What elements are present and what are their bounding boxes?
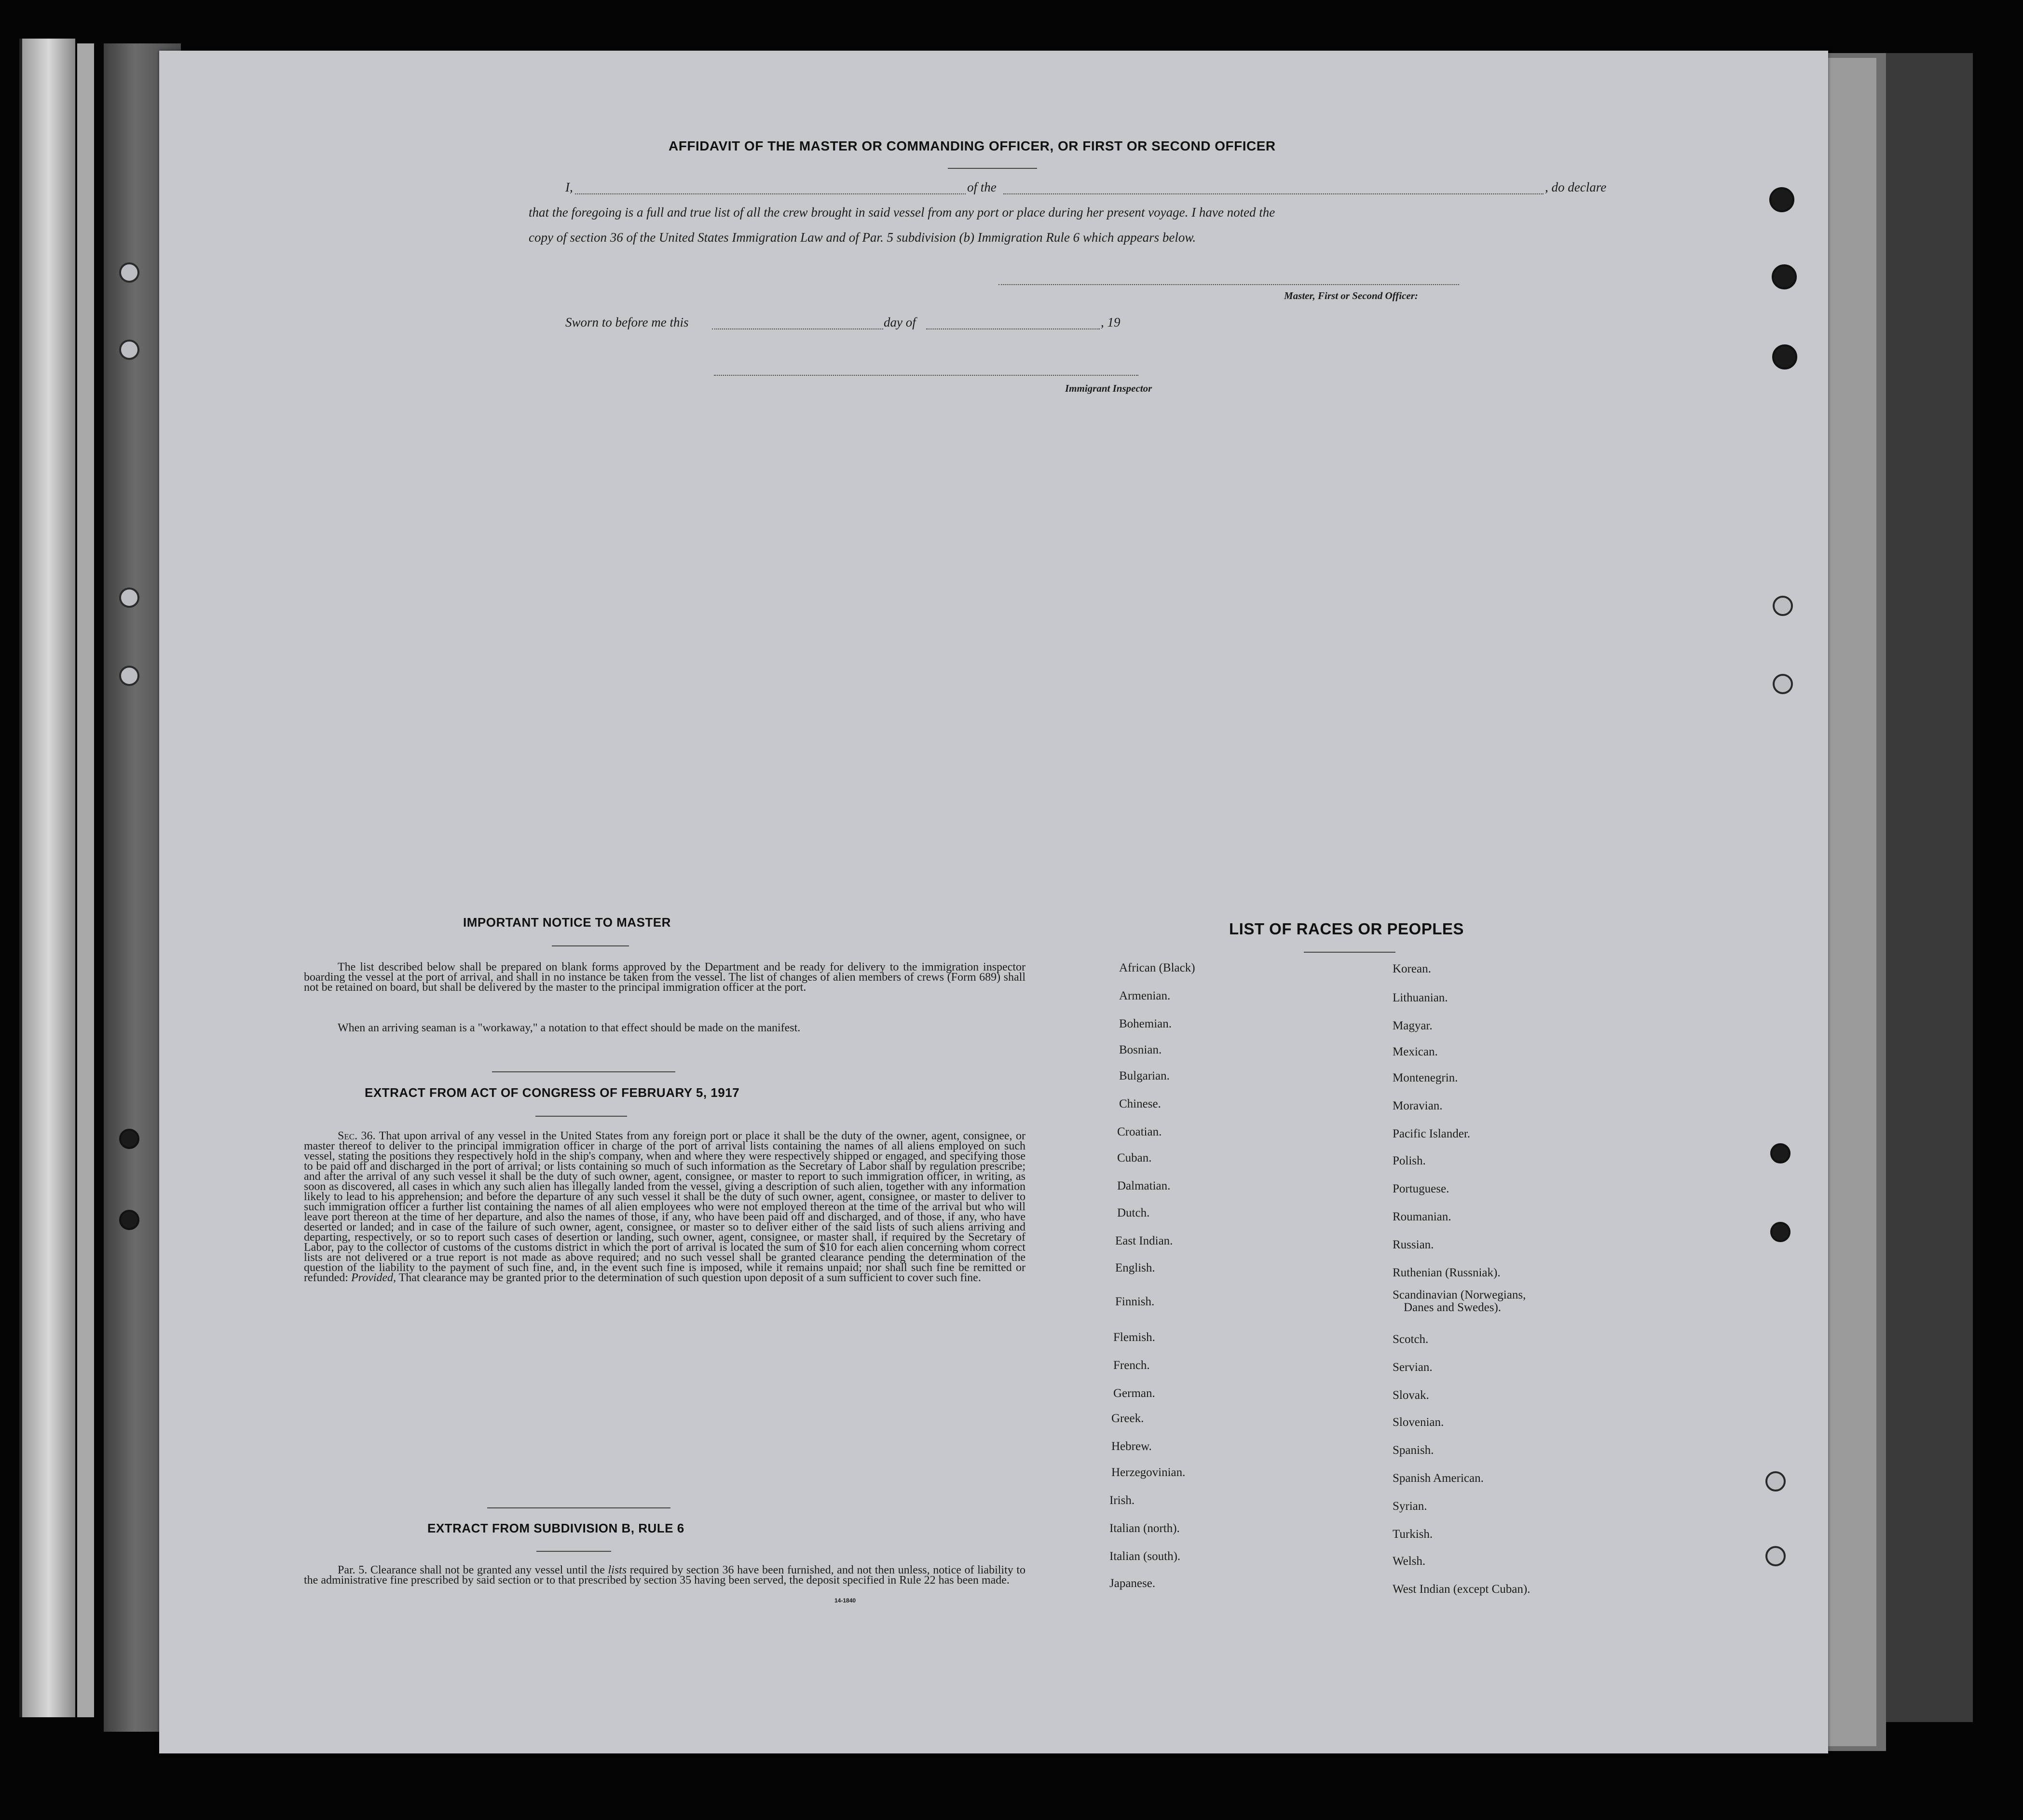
race-item: West Indian (except Cuban).: [1393, 1583, 1531, 1596]
inspector-caption: Immigrant Inspector: [1065, 383, 1152, 394]
race-item: Spanish American.: [1393, 1472, 1484, 1485]
punch-hole: [1770, 1143, 1791, 1163]
section-36-text: [304, 1131, 1025, 1283]
race-item: Scandinavian (Norwegians,: [1393, 1288, 1526, 1301]
races-title: LIST OF RACES OR PEOPLES: [1229, 920, 1464, 938]
rule-6-text: [304, 1565, 1025, 1586]
race-item: Slovak.: [1393, 1389, 1429, 1402]
notice-p1-text: The list described below shall be prepared on blank forms approved by the Department and be ready for delivery to the immigration inspector boarding the vessel at the port of arrival, and shall in no instance be taken from the vessel. The list of changes of alien members of crews (Form 689) shall not be retained on board, but shall be delivered by the master to the principal immigration officer at the port.: [304, 961, 1025, 994]
punch-hole: [1773, 596, 1793, 616]
race-item: Greek.: [1111, 1412, 1144, 1425]
race-item: Servian.: [1393, 1361, 1433, 1374]
race-item: English.: [1115, 1261, 1155, 1274]
punch-hole: [1765, 1546, 1786, 1566]
act-extract-title: EXTRACT FROM ACT OF CONGRESS OF FEBRUARY 5, 1917: [365, 1085, 740, 1100]
punch-hole: [1773, 674, 1793, 694]
race-item: African (Black): [1119, 961, 1195, 974]
race-item: Japanese.: [1109, 1577, 1156, 1590]
race-item: Italian (south).: [1109, 1550, 1181, 1563]
race-item: Mexican.: [1393, 1045, 1438, 1058]
race-item: Magyar.: [1393, 1019, 1433, 1032]
affidavit-i-label: I,: [565, 180, 573, 194]
punch-hole: [119, 588, 139, 608]
lists-word: lists: [608, 1564, 627, 1576]
punch-hole: [1765, 1471, 1786, 1492]
sworn-day-blank: [712, 328, 883, 329]
divider: [552, 945, 629, 946]
punch-hole: [1770, 1222, 1791, 1242]
day-of-label: day of: [884, 315, 916, 329]
race-item: Danes and Swedes).: [1404, 1301, 1502, 1314]
race-item: Herzegovinian.: [1111, 1466, 1186, 1479]
race-item: Finnish.: [1115, 1295, 1155, 1308]
divider: [535, 1116, 627, 1117]
punch-hole: [1769, 187, 1794, 212]
affidavit-declare-label: , do declare: [1545, 180, 1607, 194]
sec-label: Sec. 36.: [338, 1130, 376, 1142]
notice-title: IMPORTANT NOTICE TO MASTER: [463, 915, 671, 930]
divider: [536, 1551, 611, 1552]
race-item: Irish.: [1109, 1494, 1135, 1507]
race-item: Dalmatian.: [1117, 1179, 1171, 1192]
notice-paragraph-1: [304, 962, 1025, 993]
affidavit-title: AFFIDAVIT OF THE MASTER OR COMMANDING OFFICER, OR FIRST OR SECOND OFFICER: [669, 138, 1276, 153]
punch-hole: [119, 262, 139, 283]
notice-paragraph-2: [304, 1023, 1025, 1033]
race-item: Pacific Islander.: [1393, 1127, 1471, 1140]
divider: [487, 1507, 670, 1508]
race-item: East Indian.: [1115, 1234, 1173, 1247]
race-item: Montenegrin.: [1393, 1071, 1458, 1084]
sec-36-body: That upon arrival of any vessel in the United States from any foreign port or place it shall be the duty of the owner, agent, consignee, or master thereof to deliver to the principal immigration officer in charge of the port of arrival lists containing the names of all aliens employed on such vessel, stating the positions they respectively hold in the ship's company, when and where they were respectively shipped or engaged, and specifying those to be paid off and discharged in the port of arrival; or lists containing so much of such information as the Secretary of Labor shall by regulation prescribe; and after the arrival of any such vessel it shall be the duty of such owner, agent, consignee, or master to report to such immigration officer, in writing, as soon as discovered, all cases in which any such alien has illegally landed from the vessel, giving a description of such alien, together with any information likely to lead to his apprehension; and before the departure of any such vessel it shall be the duty of such owner, agent, consignee, or master to deliver to such immigration officer a further list containing the names of all alien employees who were not employed thereon at the time of the arrival but who will leave port thereon at the time of her departure, and also the names of those, if any, who have been paid off and discharged, and of those, if any, who have deserted or landed; and in case of the failure of such owner, agent, consignee, or master so to deliver either of the said lists of such aliens arriving and departing, respectively, or so to report such cases of desertion or landing, such owner, agent, consignee, or master shall, if required by the Secretary of Labor, pay to the collector of customs of the customs district in which the port of arrival is located the sum of $10 for each alien concerning whom correct lists are not delivered or a true report is not made as above required; and no such vessel shall be granted clearance pending the determination of the question of the liability to the payment of such fine, and, in the event such fine is imposed, while it remains unpaid; nor shall such fine be remitted or refunded:: [304, 1130, 1025, 1284]
affidavit-line-2: that the foregoing is a full and true list of all the crew brought in said vessel from any port or place during her present voyage. I have noted the: [529, 205, 1275, 219]
manifest-page: [159, 51, 1828, 1753]
race-item: Lithuanian.: [1393, 991, 1448, 1004]
divider: [1304, 952, 1395, 953]
punch-hole: [119, 340, 139, 360]
provided-word: Provided,: [351, 1272, 396, 1284]
race-item: Bosnian.: [1119, 1043, 1162, 1056]
rule-text-a: Par. 5. Clearance shall not be granted any vessel until the: [338, 1564, 608, 1576]
race-item: Ruthenian (Russniak).: [1393, 1266, 1501, 1279]
form-number: 14-1840: [834, 1597, 856, 1604]
race-item: German.: [1113, 1387, 1155, 1400]
race-item: Moravian.: [1393, 1099, 1443, 1112]
race-item: Chinese.: [1119, 1097, 1161, 1110]
race-item: Syrian.: [1393, 1500, 1427, 1513]
race-item: Spanish.: [1393, 1444, 1434, 1457]
punch-hole: [1772, 344, 1797, 369]
binder-edge: [19, 39, 75, 1717]
sworn-month-blank: [926, 328, 1100, 329]
race-item: Bulgarian.: [1119, 1069, 1170, 1082]
race-item: Armenian.: [1119, 989, 1171, 1002]
race-item: Russian.: [1393, 1238, 1434, 1251]
master-signature-caption: Master, First or Second Officer:: [1284, 290, 1418, 301]
race-item: Polish.: [1393, 1154, 1426, 1167]
race-item: French.: [1113, 1359, 1150, 1372]
punch-hole: [119, 1210, 139, 1230]
master-signature-line: [998, 284, 1459, 285]
punch-hole: [119, 666, 139, 686]
sec-36-end: That clearance may be granted prior to the determination of such question upon deposit of a sum sufficient to cover such fine.: [396, 1272, 981, 1284]
race-item: Hebrew.: [1111, 1440, 1152, 1453]
race-item: Welsh.: [1393, 1555, 1426, 1568]
race-item: Croatian.: [1117, 1125, 1162, 1138]
punch-hole: [1772, 264, 1797, 289]
race-item: Cuban.: [1117, 1151, 1152, 1164]
race-item: Turkish.: [1393, 1528, 1433, 1541]
race-item: Italian (north).: [1109, 1522, 1180, 1535]
race-item: Scotch.: [1393, 1333, 1429, 1346]
race-item: Slovenian.: [1393, 1416, 1444, 1429]
notice-p2-text: When an arriving seaman is a "workaway," a notation to that effect should be made on the manifest.: [338, 1022, 801, 1034]
rule-extract-title: EXTRACT FROM SUBDIVISION B, RULE 6: [427, 1521, 684, 1535]
sworn-label: Sworn to before me this: [565, 315, 689, 329]
race-item: Dutch.: [1117, 1206, 1150, 1219]
year-label: , 19: [1101, 315, 1121, 329]
divider: [492, 1071, 675, 1072]
affidavit-line-3: copy of section 36 of the United States Immigration Law and of Par. 5 subdivision (b) Immigration Rule 6 which appears below.: [529, 230, 1196, 245]
affidavit-of-the-label: of the: [967, 180, 997, 194]
name-blank: [575, 193, 966, 194]
race-item: Roumanian.: [1393, 1210, 1451, 1223]
rule-text-b: required by section 36 have been furnished, and not then unless, notice of liability to the administrative fine prescribed by said section or to that prescribed by section 35 having been served, the deposit specified in Rule 22 has been made.: [304, 1564, 1026, 1587]
race-item: Korean.: [1393, 962, 1431, 975]
race-item: Portuguese.: [1393, 1182, 1449, 1195]
inspector-signature-line: [714, 375, 1138, 376]
binder-spine: [77, 43, 94, 1717]
vessel-blank: [1003, 193, 1544, 194]
punch-hole: [119, 1129, 139, 1149]
race-item: Flemish.: [1113, 1331, 1155, 1344]
divider: [948, 168, 1037, 169]
race-item: Bohemian.: [1119, 1017, 1172, 1030]
